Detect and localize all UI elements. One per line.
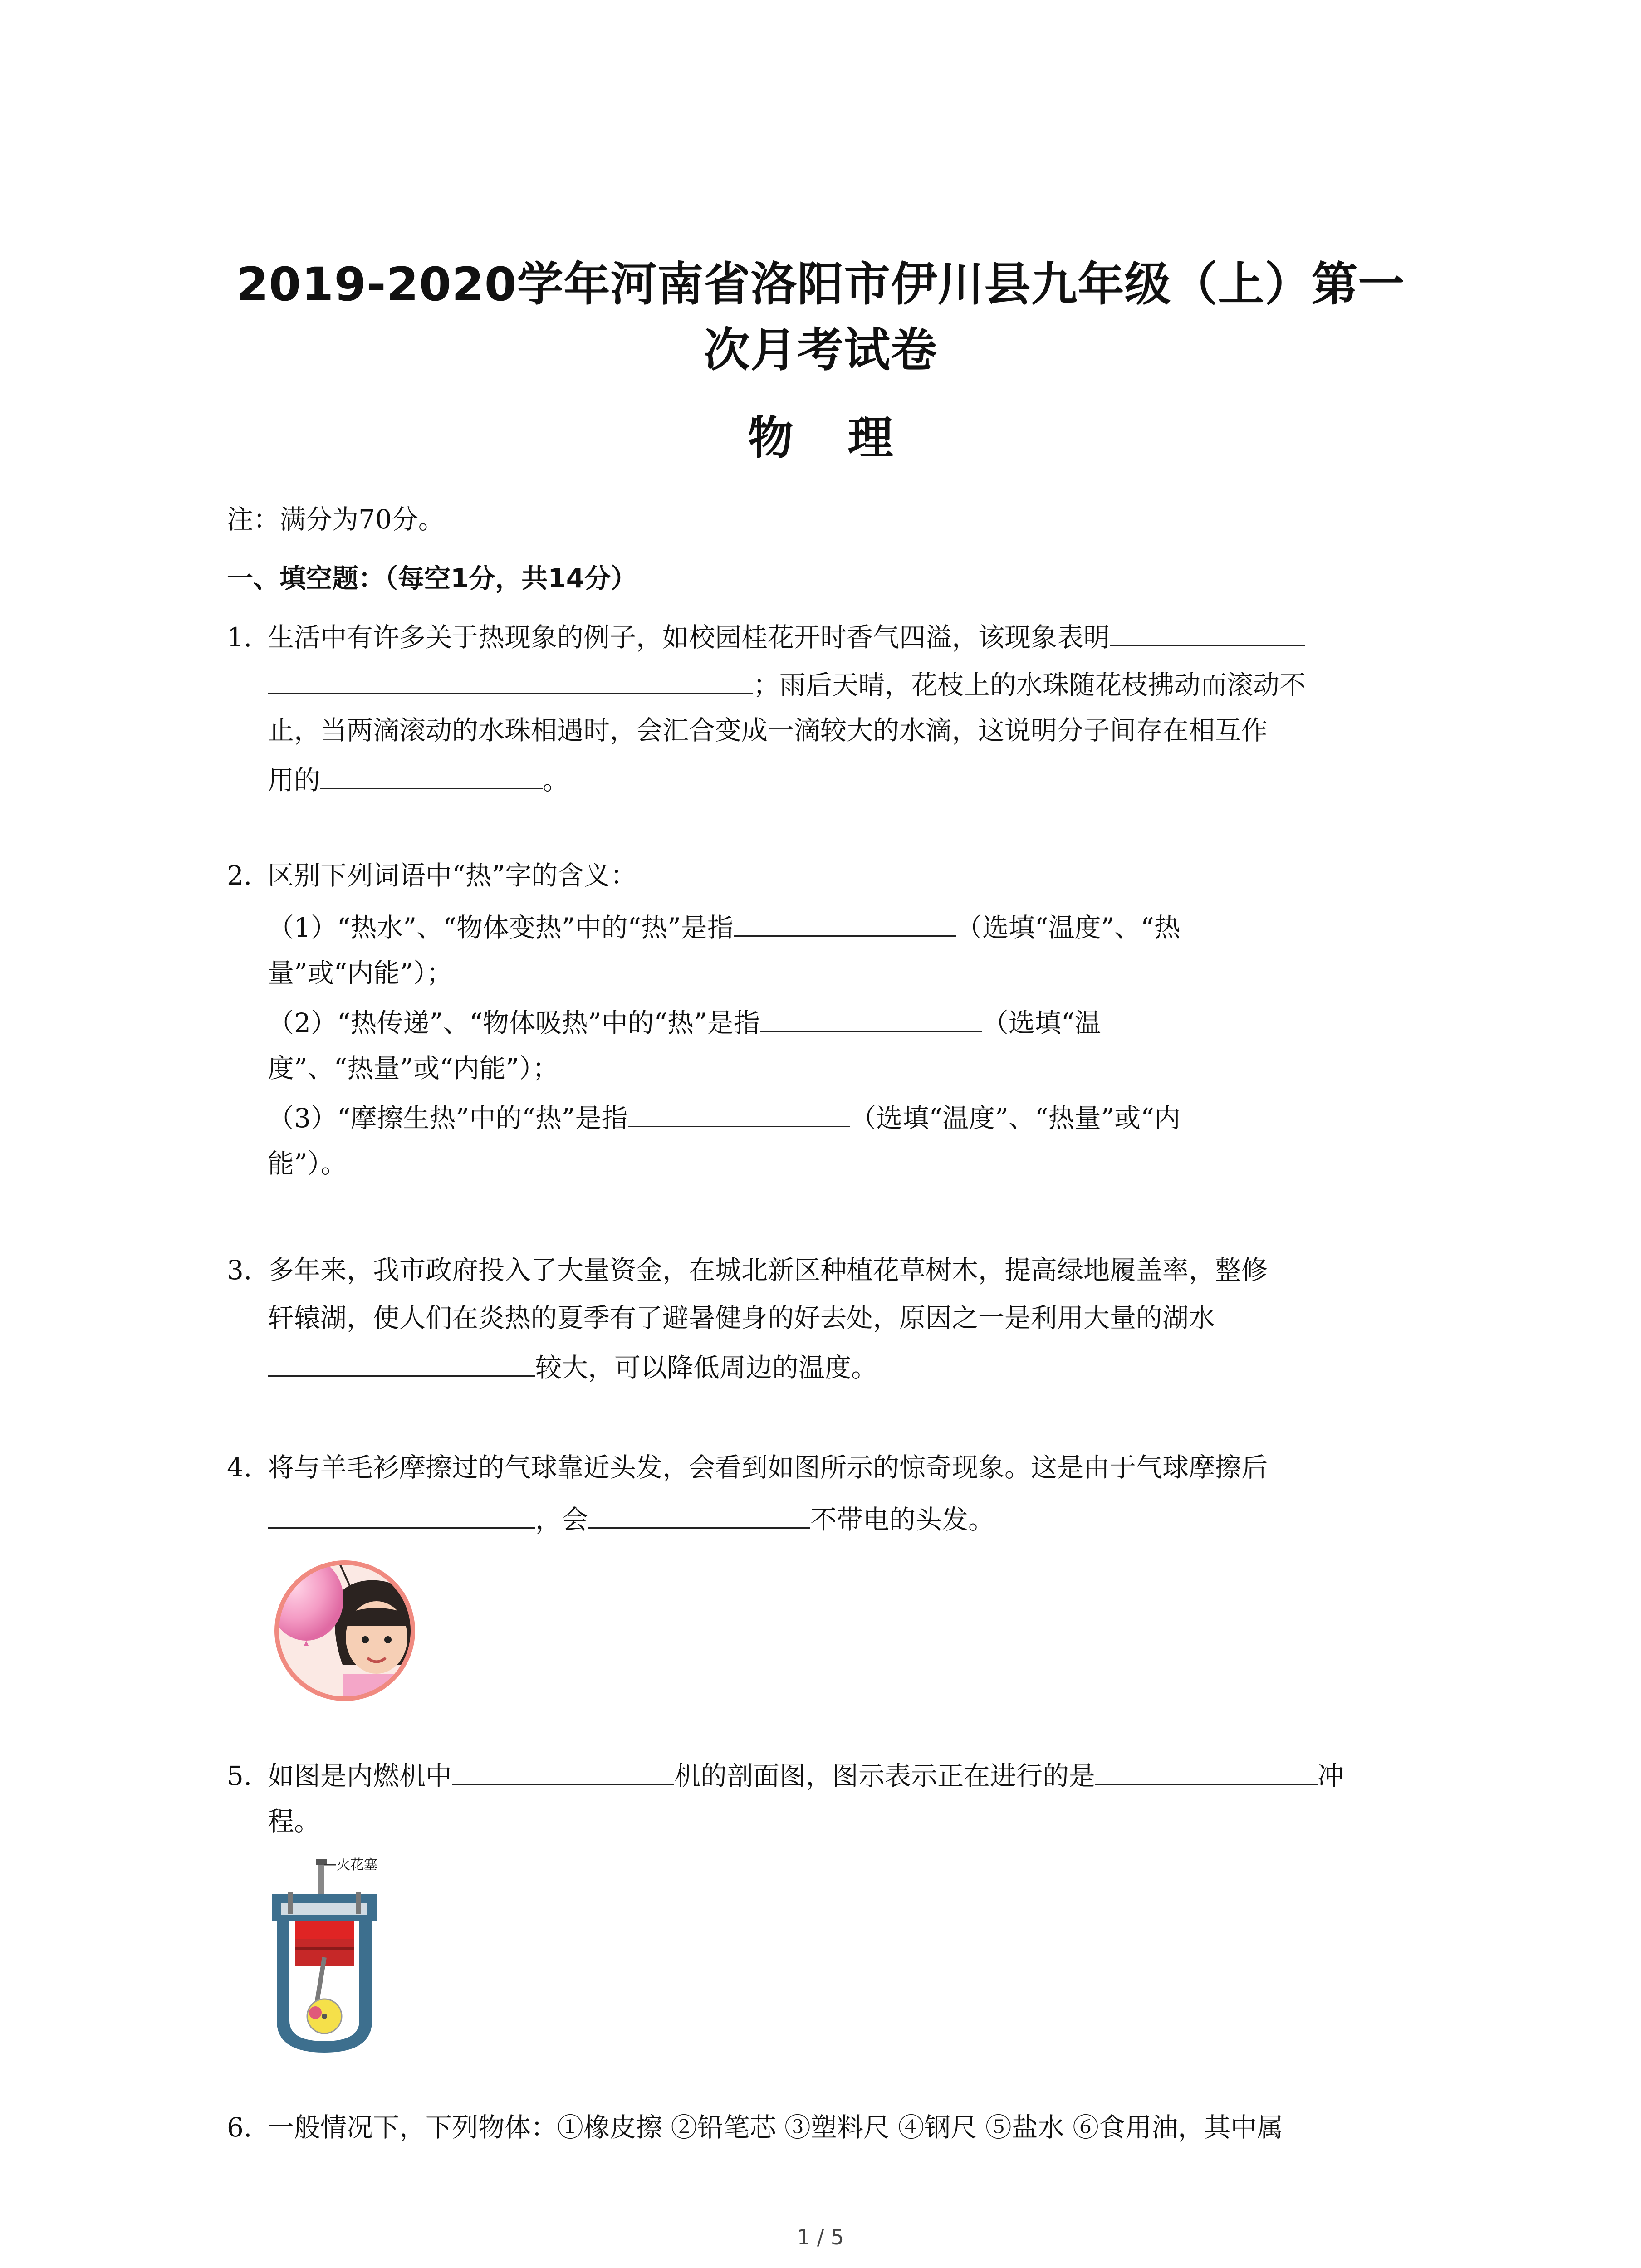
question-text: 不带电的头发。 [810,1504,995,1535]
score-note: 注：满分为70分。 [227,504,445,535]
question-5-line-2: 程。 [268,1806,321,1837]
exam-title [136,252,1505,383]
question-number: 3. [227,1255,252,1286]
title-line-1: 2019-2020学年河南省洛阳市伊川县九年级（上）第一 [236,258,1405,312]
page-number: 1 / 5 [797,2225,844,2249]
question-text: 一般情况下，下列物体：①橡皮擦 ②铅笔芯 ③塑料尺 ④钢尺 ⑤盐水 ⑥食用油，其中属 [268,2112,1283,2143]
question-number: 4. [227,1452,252,1483]
question-text: 较大，可以降低周边的温度。 [535,1352,878,1383]
section-heading: 一、填空题：（每空1分，共14分） [227,563,637,594]
answer-blank[interactable] [734,907,956,937]
answer-blank[interactable] [268,665,753,694]
answer-blank[interactable] [268,1499,535,1529]
answer-blank[interactable] [320,760,543,789]
question-3-line-2: 轩辕湖，使人们在炎热的夏季有了避暑健身的好去处，原因之一是利用大量的湖水 [268,1302,1215,1333]
question-text: （选填“温度”、“热 [955,912,1181,943]
answer-blank[interactable] [452,1755,674,1785]
question-6-line-1 [227,2109,1283,2146]
question-text: ；雨后天晴，花枝上的水珠随花枝拂动而滚动不 [753,670,1306,700]
question-1-line-1 [227,617,1305,655]
answer-blank[interactable] [268,1347,535,1377]
subject-heading: 物理 [748,411,948,464]
answer-blank[interactable] [760,1002,982,1032]
answer-blank[interactable] [1110,617,1305,646]
answer-blank[interactable] [628,1098,850,1127]
answer-blank[interactable] [1095,1755,1318,1785]
question-2-part-2-cont: 度”、“热量”或“内能”）； [268,1053,559,1084]
balloon-hair-image [263,1547,454,1701]
question-text: （1）“热水”、“物体变热”中的“热”是指 [268,912,734,943]
answer-blank[interactable] [588,1499,810,1529]
question-number: 5. [227,1760,252,1791]
question-text: （3）“摩擦生热”中的“热”是指 [268,1103,628,1134]
question-text: 。 [543,765,569,796]
question-text: 机的剖面图，图示表示正在进行的是 [674,1760,1096,1791]
question-2-part-1-cont: 量”或“内能”）； [268,958,453,988]
question-text: （选填“温度”、“热量”或“内 [850,1103,1181,1134]
question-text: （2）“热传递”、“物体吸热”中的“热”是指 [268,1007,760,1038]
question-number: 6. [227,2112,252,2143]
title-line-2: 次月考试卷 [704,323,937,377]
question-4-line-2 [268,1499,994,1538]
question-3-line-1 [227,1252,1268,1288]
engine-diagram [268,1848,422,2062]
question-text: ，会 [535,1504,588,1535]
question-text: 用的 [268,765,321,796]
question-2-part-2 [268,1002,1101,1041]
question-4-line-1 [227,1449,1268,1486]
question-text: 区别下列词语中“热”字的含义： [268,860,637,891]
question-5-line-1 [227,1755,1344,1794]
question-3-line-3 [268,1347,877,1386]
question-text: 冲 [1318,1760,1344,1791]
question-text: 如图是内燃机中 [268,1760,452,1791]
question-2-part-1 [268,907,1181,946]
question-1-line-2 [268,665,1306,703]
question-2-line-1 [227,857,637,894]
question-1-line-4 [268,760,569,798]
question-text: 将与羊毛衫摩擦过的气球靠近头发，会看到如图所示的惊奇现象。这是由于气球摩擦后 [268,1452,1268,1483]
question-number: 2. [227,860,252,891]
question-2-part-3-cont: 能”）。 [268,1148,347,1179]
question-text: （选填“温 [982,1007,1101,1038]
question-text: 生活中有许多关于热现象的例子，如校园桂花开时香气四溢，该现象表明 [268,622,1110,653]
question-text: 多年来，我市政府投入了大量资金，在城北新区种植花草树木，提高绿地履盖率，整修 [268,1255,1268,1286]
spark-plug-label: 火花塞 [337,1857,377,1873]
question-number: 1. [227,622,252,653]
question-1-line-3: 止，当两滴滚动的水珠相遇时，会汇合变成一滴较大的水滴，这说明分子间存在相互作 [268,715,1268,746]
question-2-part-3 [268,1098,1181,1136]
